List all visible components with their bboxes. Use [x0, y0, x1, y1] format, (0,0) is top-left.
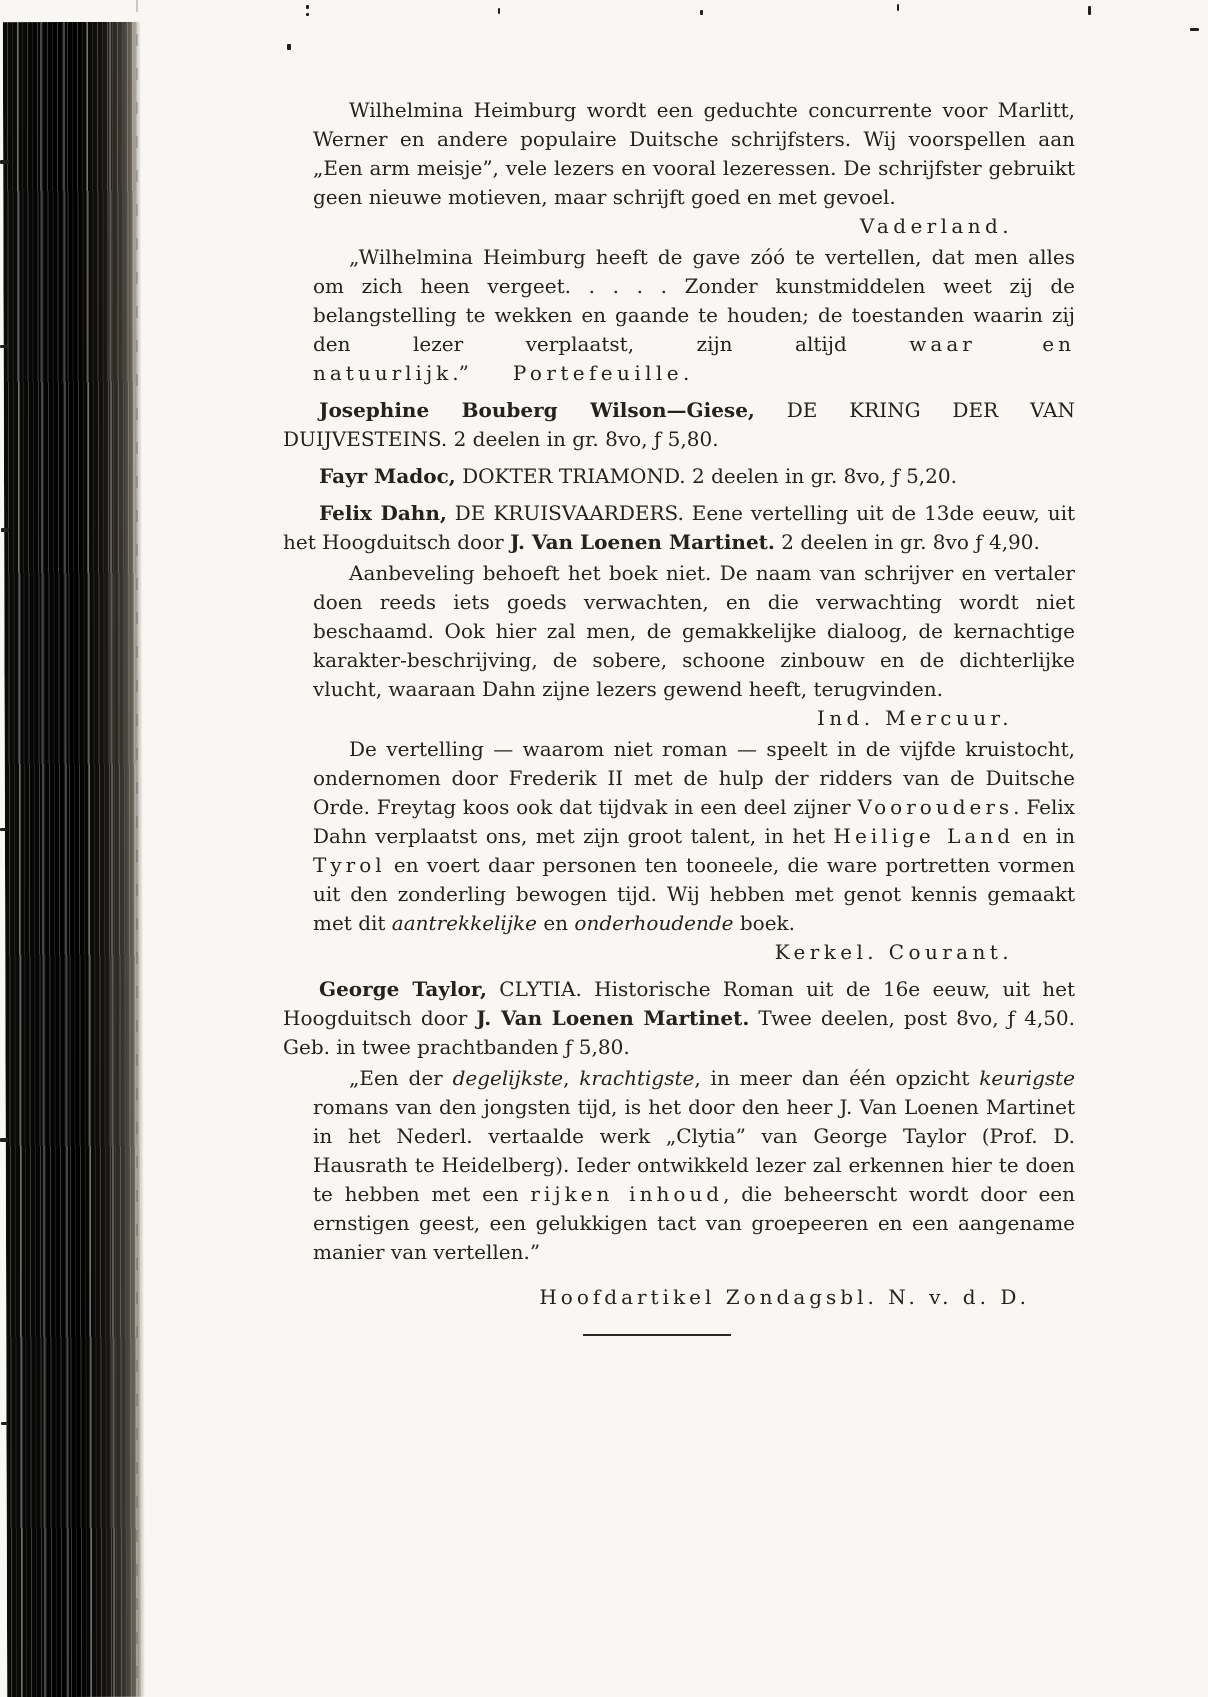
text-run: , die beheerscht wordt door een ernstigen geest, een gelukkigen tact van groepeeren en een aangename manier van vertellen.”: [313, 1182, 1076, 1264]
paragraph: [283, 396, 1075, 454]
text-run: keurigste: [979, 1066, 1076, 1090]
text-run: . Felix Dahn verplaatst ons, met zijn groot talent, in het: [313, 795, 1076, 848]
text-run: Josephine Bouberg Wilson—Giese,: [319, 398, 755, 422]
paragraph: [313, 243, 1075, 388]
paragraph: [283, 462, 1075, 491]
paragraph: [283, 975, 1075, 1062]
text-run: boek.: [733, 911, 796, 935]
text-run: romans van den jongsten tijd, is het door den heer J. Van Loenen Martinet in het Nederl. vertaalde werk „Clytia” van George Taylor (Prof. D. Hausrath te Heidelberg). Ieder ontwikkeld lezer zal erkennen hier te doen te hebben met een: [313, 1095, 1075, 1206]
scan-speck: [306, 5, 309, 9]
text-run: 2 deelen in gr. 8vo ƒ 4,90.: [774, 530, 1040, 554]
page-edge-mark: [0, 828, 6, 831]
text-run: Voorouders: [857, 795, 1014, 819]
text-run: George Taylor,: [319, 977, 487, 1001]
scan-speck: [1190, 28, 1199, 31]
paragraph: [313, 735, 1075, 938]
text-run: DE KRING DER VAN DUIJVESTEINS. 2 deelen in gr. 8vo, ƒ 5,80.: [283, 398, 1075, 451]
text-run: DE KRUISVAARDERS. Eene vertelling uit de 13de eeuw, uit het Hoogduitsch door: [283, 501, 1076, 554]
scan-speck: [498, 8, 500, 14]
text-run: en in: [1014, 824, 1075, 848]
attribution-line: [283, 212, 1075, 241]
paragraph: [313, 1064, 1075, 1267]
text-run: J. Van Loenen Martinet.: [476, 1006, 750, 1030]
book-binding-scan-edge: [3, 22, 145, 1697]
text-run: DOKTER TRIAMOND. 2 deelen in gr. 8vo, ƒ 5,20.: [455, 464, 957, 488]
text-run: .”: [452, 361, 469, 385]
text-run: Vaderland.: [859, 214, 1013, 238]
page-edge-mark: [1, 528, 9, 532]
text-run: Fayr Madoc,: [319, 464, 456, 488]
scan-speck: [1088, 6, 1091, 15]
scan-speck: [897, 4, 899, 11]
page-fold-shadow: [136, 0, 138, 1697]
attribution-line: [283, 704, 1075, 733]
text-run: „Wilhelmina Heimburg heeft de gave zóó te vertellen, dat men alles om zich heen vergeet. . . . . Zonder kunstmiddelen weet zij de belangstelling te wekken en gaande te houden; de toestanden waarin zij den lezer verplaatst, zijn altijd: [313, 245, 1075, 356]
text-run: rijken inhoud: [530, 1182, 724, 1206]
text-run: Felix Dahn,: [319, 501, 447, 525]
page-edge-mark: [0, 1138, 8, 1142]
text-run: krachtigste: [579, 1066, 695, 1090]
text-run: „Een der: [349, 1066, 453, 1090]
attribution-line: [283, 1283, 1075, 1312]
text-run: waar en natuurlijk: [313, 332, 1075, 385]
text-run: De vertelling — waarom niet roman — speelt in de vijfde kruistocht, ondernomen door Frederik II met de hulp der ridders van de Duitsche Orde. Freytag koos ook dat tijdvak in een deel zijner: [313, 737, 1075, 819]
text-run: en voert daar personen ten tooneele, die ware portretten vormen uit den zonderling bewogen tijd. Wij hebben met genot kennis gemaakt met dit: [313, 853, 1075, 935]
text-run: Aanbeveling behoeft het boek niet. De naam van schrijver en vertaler doen reeds iets goeds verwachten, en die verwachting wordt niet beschaamd. Ook hier zal men, de gemakkelijke dialoog, de kernachtige karakter-beschrijving, de sobere, schoone zinbouw en de dichterlijke vlucht, waaraan Dahn zijne lezers gewend heeft, terugvinden.: [313, 561, 1075, 701]
text-run: Portefeuille.: [512, 361, 694, 385]
scan-speck: [306, 13, 309, 16]
text-run: Heilige Land: [833, 824, 1015, 848]
text-run: Tyrol: [313, 853, 386, 877]
text-run: J. Van Loenen Martinet.: [510, 530, 775, 554]
page-edge-mark: [0, 160, 9, 164]
text-run: onderhoudende: [574, 911, 734, 935]
text-run: Twee deelen, post 8vo, ƒ 4,50. Geb. in twee prachtbanden ƒ 5,80.: [283, 1006, 1076, 1059]
text-run: Wilhelmina Heimburg wordt een geduchte concurrente voor Marlitt, Werner en andere populaire Duitsche schrijfsters. Wij voorspellen aan „Een arm meisje”, vele lezers en vooral lezeressen. De schrijfster gebruikt geen nieuwe motieven, maar schrijft goed en met gevoel.: [313, 98, 1075, 209]
text-run: Hoofdartikel Zondagsbl. N. v. d. D.: [539, 1285, 1030, 1309]
text-run: , in meer dan één opzicht: [694, 1066, 980, 1090]
text-run: Kerkel. Courant.: [774, 940, 1013, 964]
text-run: en: [536, 911, 575, 935]
page-edge-mark: [1, 1422, 8, 1425]
paragraph: [313, 559, 1075, 704]
paragraph: [283, 499, 1075, 557]
text-run: degelijkste: [452, 1066, 564, 1090]
text-run: aantrekkelijke: [391, 911, 537, 935]
text-run: ,: [563, 1066, 580, 1090]
section-divider: [583, 1334, 731, 1336]
text-run: CLYTIA. Historische Roman uit de 16e eeuw, uit het Hoogduitsch door: [283, 977, 1075, 1030]
text-run: Ind. Mercuur.: [816, 706, 1013, 730]
page-edge-mark: [0, 345, 7, 348]
page-text: [283, 96, 1075, 1336]
paragraph: [313, 96, 1075, 212]
scan-speck: [287, 44, 291, 50]
scan-speck: [700, 10, 703, 15]
attribution-line: [283, 938, 1075, 967]
